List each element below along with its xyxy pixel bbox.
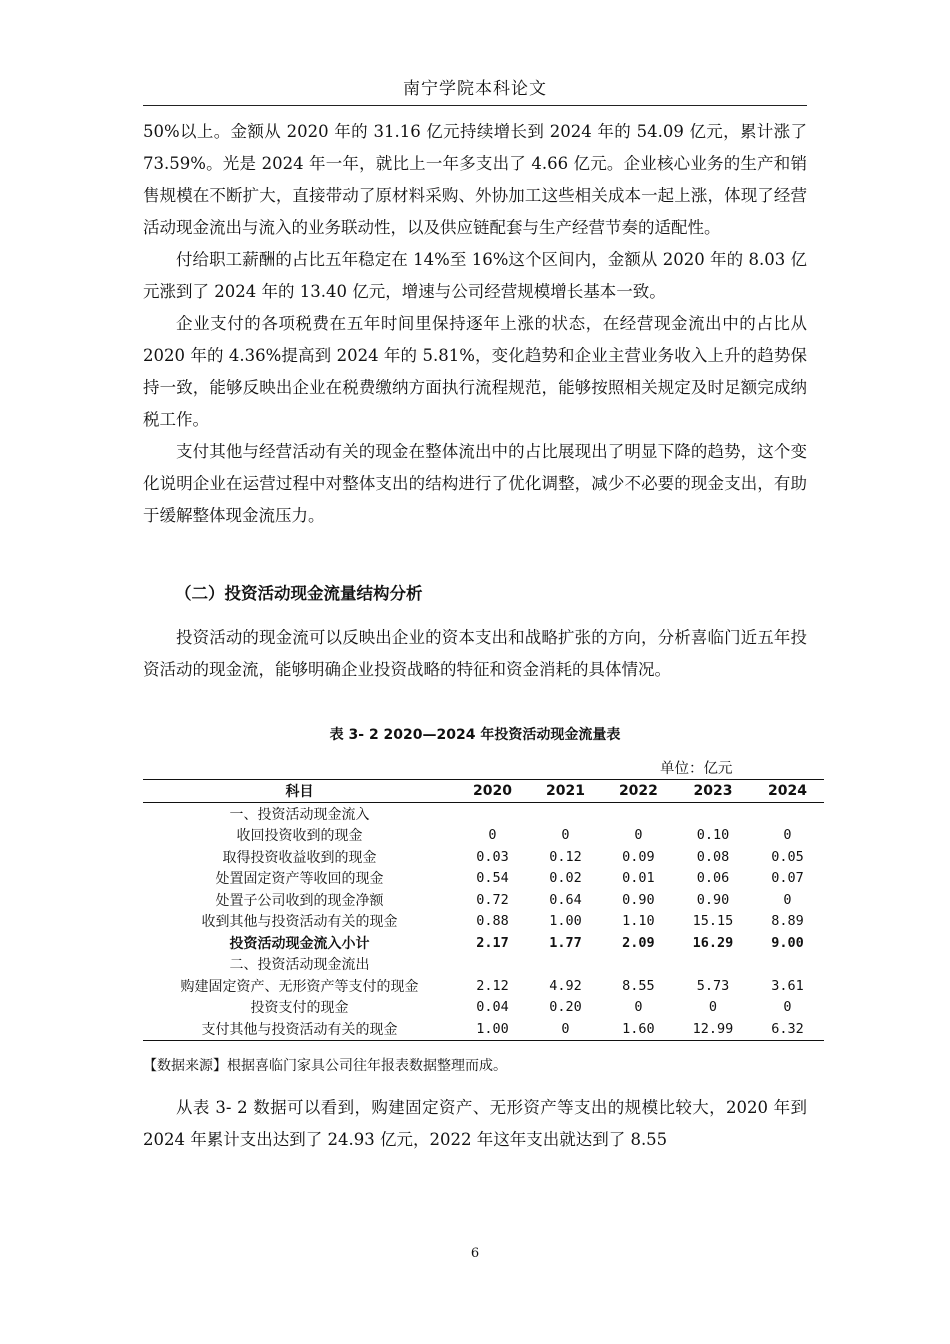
cell (529, 954, 602, 976)
cell: 0 (783, 999, 792, 1016)
cell: 0.90 (622, 891, 655, 908)
cell: 15.15 (692, 913, 734, 930)
subtotal-row (143, 932, 824, 954)
cell: 2.09 (622, 934, 655, 951)
row-label: 投资活动现金流入小计 (229, 935, 370, 952)
table-row (143, 803, 824, 825)
cell (456, 954, 529, 976)
cell: 0 (634, 827, 643, 844)
paragraph: 50%以上。金额从 2020 年的 31.16 亿元持续增长到 2024 年的 54.09 亿元，累计涨了 73.59%。光是 2024 年一年，就比上一年多支出了 4.66 亿元。企业核心业务的生产和销售规模在不断扩大，直接带动了原材料采购、外协加工这些相关成本一起上涨，体现了经营活动现金流出与流入的业务联动性，以及供应链配套与生产经营节奏的适配性。 (143, 122, 807, 237)
page-header: 南宁学院本科论文 (143, 74, 807, 106)
table-row (143, 975, 824, 997)
cell (602, 803, 675, 825)
cell: 0 (708, 999, 718, 1016)
row-label: 支付其他与投资活动有关的现金 (143, 1018, 456, 1040)
section-heading: （二）投资活动现金流量结构分析 (175, 584, 423, 603)
cell: 9.00 (771, 934, 804, 951)
cell: 1.10 (622, 913, 655, 930)
table-row (143, 889, 824, 911)
cell: 0.72 (476, 891, 509, 908)
column-header: 2023 (675, 780, 751, 803)
row-label: 一、投资活动现金流入 (229, 806, 370, 823)
cell: 8.89 (771, 913, 804, 930)
cell (456, 803, 529, 825)
cell (602, 954, 675, 976)
cell: 0.20 (549, 999, 582, 1016)
body-text-top (143, 116, 807, 532)
cell (675, 803, 751, 825)
table-row (143, 1018, 824, 1040)
cell: 0.88 (476, 913, 509, 930)
row-label: 取得投资收益收到的现金 (222, 849, 377, 866)
cell: 0.01 (622, 870, 655, 887)
cell: 0.08 (696, 848, 730, 865)
cell: 0.09 (622, 848, 655, 865)
cell: 2.12 (476, 977, 509, 994)
column-header: 2022 (602, 780, 675, 803)
table-source-note: 【数据来源】根据喜临门家具公司往年报表数据整理而成。 (143, 1058, 507, 1074)
column-header: 科目 (143, 780, 456, 803)
cell: 0.54 (476, 870, 509, 887)
cell: 0.07 (771, 870, 804, 887)
cell: 1.77 (549, 934, 582, 951)
section-body (143, 622, 807, 686)
cell: 0 (783, 891, 792, 908)
table-header-row (143, 780, 824, 803)
row-label: 收回投资收到的现金 (236, 828, 363, 845)
cell: 3.61 (771, 977, 804, 994)
row-label: 处置固定资产等收回的现金 (215, 871, 384, 888)
paragraph: 从表 3- 2 数据可以看到，购建固定资产、无形资产等支出的规模比较大，2020 年到 2024 年累计支出达到了 24.93 亿元，2022 年这年支出就达到了 8.55 (143, 1098, 807, 1149)
cell: 0.04 (476, 999, 509, 1016)
cell: 5.73 (696, 977, 730, 994)
cell: 0 (634, 999, 643, 1016)
cash-flow-table (143, 779, 824, 1041)
body-text-bottom (143, 1092, 807, 1156)
row-label: 投资支付的现金 (250, 1000, 349, 1017)
cell: 0.03 (476, 848, 509, 865)
cell: 4.92 (549, 977, 582, 994)
cell: 0.05 (771, 848, 804, 865)
cell: 0.10 (696, 827, 730, 844)
table-caption: 表 3- 2 2020—2024 年投资活动现金流量表 (329, 727, 621, 743)
cell (751, 954, 824, 976)
table-row (143, 846, 824, 868)
cell (675, 954, 751, 976)
cell: 1.60 (602, 1018, 675, 1040)
cell: 16.29 (692, 934, 734, 951)
row-label: 收到其他与投资活动有关的现金 (201, 914, 398, 931)
cell: 0 (488, 827, 497, 844)
table-unit: 单位：亿元 (660, 761, 733, 777)
cell: 0 (561, 827, 570, 844)
cell: 8.55 (622, 977, 655, 994)
column-header: 2024 (751, 780, 824, 803)
cell (751, 803, 824, 825)
cell: 6.32 (751, 1018, 824, 1040)
paragraph: 企业支付的各项税费在五年时间里保持逐年上涨的状态，在经营现金流出中的占比从 2020 年的 4.36%提高到 2024 年的 5.81%，变化趋势和企业主营业务收入上升的趋势保持一致，能够反映出企业在税费缴纳方面执行流程规范，能够按照相关规定及时足额完成纳税工作。 (143, 314, 807, 429)
page-number: 6 (470, 1246, 480, 1261)
cell: 0.12 (549, 848, 582, 865)
table-row (143, 825, 824, 847)
row-label: 购建固定资产、无形资产等支付的现金 (180, 978, 419, 995)
cell: 0 (529, 1018, 602, 1040)
paragraph: 投资活动的现金流可以反映出企业的资本支出和战略扩张的方向，分析喜临门近五年投资活动的现金流，能够明确企业投资战略的特征和资金消耗的具体情况。 (143, 628, 807, 679)
row-label: 处置子公司收到的现金净额 (215, 892, 384, 909)
table-row (143, 997, 824, 1019)
row-label: 二、投资活动现金流出 (229, 957, 370, 974)
cell: 2.17 (476, 934, 509, 951)
table-row (143, 911, 824, 933)
table-row (143, 868, 824, 890)
paragraph: 支付其他与经营活动有关的现金在整体流出中的占比展现出了明显下降的趋势，这个变化说明企业在运营过程中对整体支出的结构进行了优化调整，减少不必要的现金支出，有助于缓解整体现金流压力。 (143, 442, 807, 525)
cell: 0.06 (696, 870, 730, 887)
cell: 0.02 (549, 870, 582, 887)
cell: 0.64 (549, 891, 582, 908)
cell: 1.00 (456, 1018, 529, 1040)
cell (529, 803, 602, 825)
cell: 0 (783, 827, 792, 844)
table-row (143, 954, 824, 976)
column-header: 2020 (456, 780, 529, 803)
paragraph: 付给职工薪酬的占比五年稳定在 14%至 16%这个区间内，金额从 2020 年的 8.03 亿元涨到了 2024 年的 13.40 亿元，增速与公司经营规模增长基本一致。 (143, 250, 807, 301)
cell: 12.99 (675, 1018, 751, 1040)
column-header: 2021 (529, 780, 602, 803)
cell: 0.90 (696, 891, 730, 908)
cell: 1.00 (549, 913, 582, 930)
